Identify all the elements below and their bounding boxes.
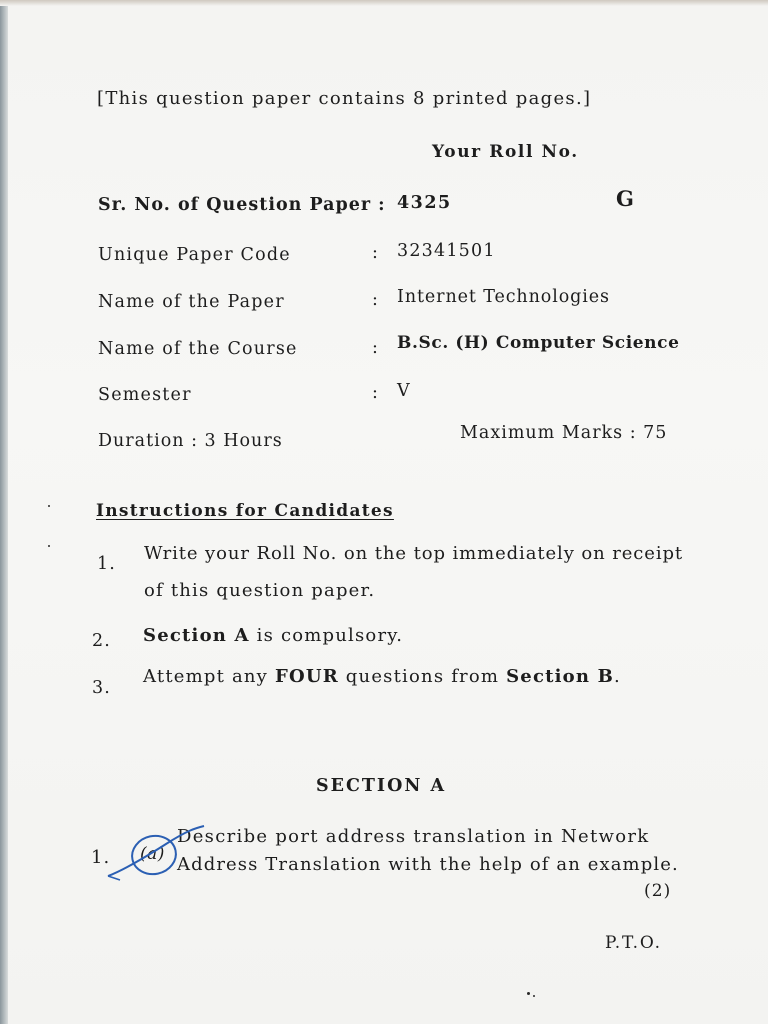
stray-ink-mark: [48, 545, 50, 547]
instruction-3-post: .: [614, 666, 621, 687]
section-a-heading: SECTION A: [316, 776, 447, 796]
page-left-edge: [0, 0, 8, 1024]
instruction-3-pre: Attempt any: [143, 666, 275, 687]
course-name-colon: :: [372, 338, 379, 358]
stray-ink-mark: [48, 505, 50, 507]
paper-set-code: G: [616, 186, 636, 211]
instruction-3-text: [143, 668, 621, 686]
unique-paper-code-value: 32341501: [397, 241, 496, 261]
maximum-marks-text: Maximum Marks : 75: [460, 423, 668, 443]
pages-note: [This question paper contains 8 printed pages.]: [97, 88, 592, 109]
question-1-line2: Address Translation with the help of an example.: [177, 854, 679, 875]
semester-value: V: [397, 381, 411, 401]
paper-name-label: Name of the Paper: [98, 292, 285, 312]
instruction-3-number: 3.: [92, 678, 111, 698]
instruction-2-rest: is compulsory.: [249, 625, 404, 646]
unique-paper-code-colon: :: [372, 243, 379, 263]
instruction-2-bold: Section A: [143, 625, 250, 646]
instruction-1-line2: of this question paper.: [144, 580, 376, 601]
instruction-3-bold-section: Section B: [506, 666, 615, 687]
stray-ink-mark: [533, 995, 535, 997]
serial-number-label: Sr. No. of Question Paper :: [98, 195, 386, 215]
semester-colon: :: [372, 383, 379, 403]
question-1-line1: Describe port address translation in Network: [177, 826, 650, 847]
instruction-2-number: 2.: [92, 631, 111, 651]
instruction-3-mid: questions from: [338, 666, 507, 687]
paper-name-colon: :: [372, 290, 379, 310]
unique-paper-code-label: Unique Paper Code: [98, 245, 291, 265]
course-name-label: Name of the Course: [98, 339, 298, 359]
question-1-number: 1.: [91, 847, 111, 868]
please-turn-over: P.T.O.: [605, 933, 662, 953]
question-1-part: (a): [140, 844, 165, 864]
instruction-2-text: [143, 627, 403, 645]
roll-number-label: Your Roll No.: [432, 142, 579, 162]
serial-number-value: 4325: [397, 193, 452, 213]
instruction-1-number: 1.: [97, 554, 116, 574]
semester-label: Semester: [98, 385, 192, 405]
stray-ink-mark: [527, 992, 530, 995]
paper-name-value: Internet Technologies: [397, 287, 610, 307]
instruction-3-bold-four: FOUR: [274, 666, 339, 687]
question-1-marks: (2): [644, 881, 672, 901]
course-name-value: B.Sc. (H) Computer Science: [397, 333, 680, 353]
page-top-edge: [0, 0, 768, 6]
duration-text: Duration : 3 Hours: [98, 431, 283, 451]
instructions-heading: Instructions for Candidates: [96, 501, 394, 521]
instruction-1-line1: Write your Roll No. on the top immediately on receipt: [144, 543, 684, 564]
